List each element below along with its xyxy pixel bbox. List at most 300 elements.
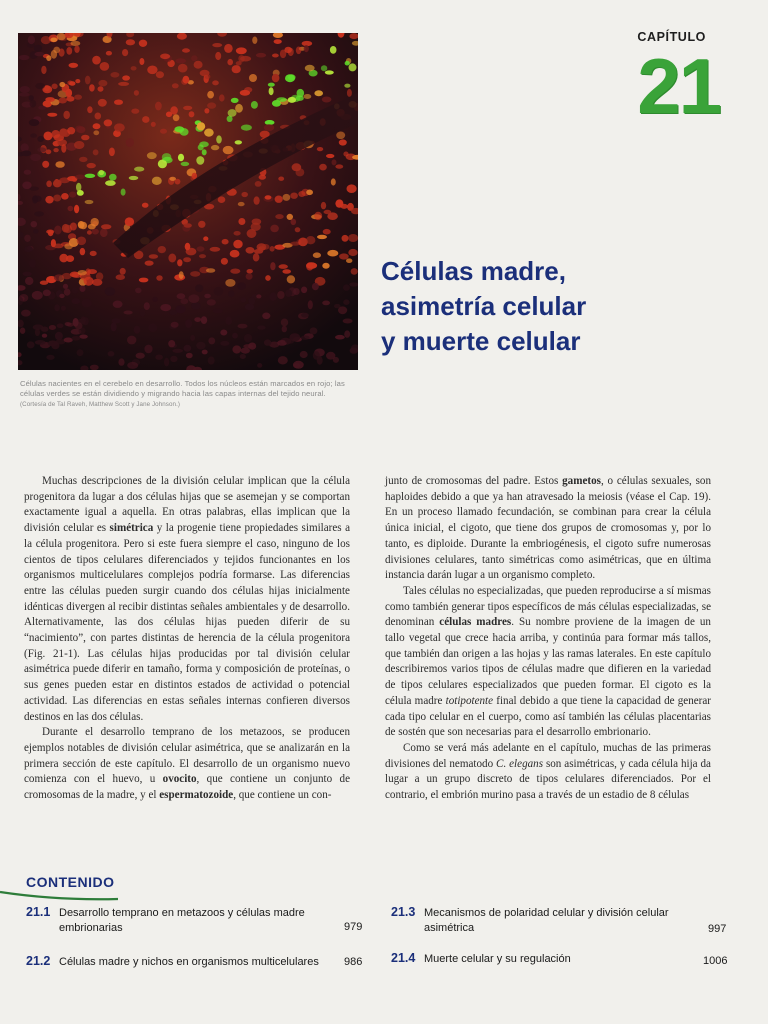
cell-nucleus (228, 109, 237, 117)
cell-nucleus (168, 254, 176, 263)
cell-nucleus (54, 304, 60, 311)
cell-nucleus (236, 61, 242, 65)
cell-nucleus (33, 229, 39, 234)
cell-nucleus (23, 272, 32, 277)
body-paragraph: Durante el desarrollo temprano de los metazoos, se producen ejemplos notables de división celular asimétrica, que se analizarán en la primera sección de este capítulo. El desarrollo de un organismo nuevo comienza con el huevo, u ovocito, que contiene un conjunto de cromosomas de la madre, y el espermatozoide, que contiene un con- (24, 726, 350, 802)
contents-heading: CONTENIDO (26, 874, 115, 890)
cell-nucleus (168, 340, 175, 347)
toc-number: 21.4 (391, 951, 416, 965)
toc-entry[interactable] (26, 906, 366, 940)
cell-nucleus (278, 356, 288, 364)
cell-nucleus (305, 65, 315, 72)
cell-nucleus (274, 39, 282, 44)
cell-nucleus (144, 302, 150, 310)
cell-nucleus (40, 281, 48, 285)
cell-nucleus (134, 90, 139, 96)
cell-nucleus (22, 182, 31, 190)
cell-nucleus (114, 123, 125, 131)
cell-nucleus (53, 180, 62, 188)
cell-nucleus (317, 235, 327, 239)
cell-nucleus (351, 268, 358, 275)
cell-nucleus (42, 334, 47, 338)
cell-nucleus (156, 275, 162, 281)
cell-nucleus (139, 278, 149, 283)
cell-nucleus (74, 95, 82, 100)
cell-nucleus (344, 330, 350, 337)
cell-nucleus (204, 129, 214, 137)
cell-nucleus (308, 300, 313, 309)
cell-nucleus (281, 319, 288, 327)
cell-nucleus (57, 323, 64, 328)
cell-nucleus (339, 139, 347, 145)
cell-nucleus (310, 327, 318, 334)
cell-nucleus (301, 313, 309, 318)
cell-nucleus (199, 254, 206, 258)
cell-nucleus (57, 33, 66, 40)
cell-nucleus (61, 144, 66, 153)
cell-nucleus (223, 146, 234, 154)
cell-nucleus (85, 200, 94, 204)
cell-nucleus (221, 258, 228, 265)
toc-page: 979 (344, 921, 363, 933)
cell-nucleus (38, 106, 46, 110)
cell-nucleus (246, 247, 255, 254)
cell-nucleus (230, 250, 240, 258)
cell-nucleus (293, 288, 300, 295)
cell-nucleus (249, 74, 257, 82)
cell-nucleus (183, 106, 192, 110)
cell-nucleus (240, 90, 250, 96)
cell-nucleus (347, 184, 357, 193)
cell-nucleus (183, 76, 190, 84)
body-paragraph: junto de cromosomas del padre. Estos gametos, o células sexuales, son haploides debido a que ya han atravesado la meiosis (véase el Cap. 19). En un proceso llamado fecundación, se combinan para crear la célula única inicial, el cigoto, que tiene dos grupos de cromosomas y, por lo tanto, es diploide. Durante la embriogénesis, el cigoto sufre numerosas divisiones celulares, tanto simétricas como asimétricas, que en última instancia darán lugar a un organismo completo. (385, 475, 711, 582)
cell-nucleus (287, 275, 295, 283)
cell-nucleus (196, 156, 204, 165)
cell-nucleus (272, 74, 280, 83)
cell-nucleus (224, 44, 233, 53)
cell-nucleus (225, 279, 235, 287)
cell-nucleus (202, 149, 207, 155)
cell-nucleus (183, 345, 191, 352)
cell-nucleus (342, 235, 349, 242)
cell-nucleus (45, 97, 55, 102)
cell-nucleus (173, 114, 180, 121)
cell-nucleus (67, 127, 75, 134)
cell-nucleus (34, 45, 42, 52)
cell-nucleus (74, 141, 84, 149)
cell-nucleus (323, 229, 331, 235)
cell-nucleus (87, 230, 92, 234)
body-paragraph: Como se verá más adelante en el capítulo, muchas de las primeras divisiones del nematodo C. elegans son asimétricas, y cada célula hija da lugar a un grupo discreto de tipos celulares diferenciados. Por el contrario, el embrión murino pasa a través de un estadio de 8 células (385, 741, 711, 802)
cell-nucleus (93, 130, 99, 135)
cell-nucleus (300, 351, 308, 358)
cell-nucleus (218, 196, 226, 203)
cell-nucleus (344, 84, 350, 88)
cell-nucleus (295, 227, 301, 232)
body-paragraph: Muchas descripciones de la división celular implican que la célula progenitora da lugar a dos células hijas que se asemejan y se comportan exactamente igual a aquella. En otras palabras, ellas implican que la división celular es simétrica y la progenie tiene propiedades similares a la célula progenitora. Pero si este fuera siempre el caso, ninguno de los cientos de tipos celulares diferenciados y tejidos funcionantes en los organismos multicelulares complejos podría formarse. Las diferencias entre las células pueden surgir cuando dos células hijas inicialmente idénticas divergen al recibir distintas señales ambientales y de desarrollo. Alternativamente, las dos células hijas pueden diferir de su “nacimiento”, con partes distintas de herencia de la célula progenitora (Fig. 21-1). Las células hijas producidas por tal división celular asimétrica puede diferir en tamaño, forma y composición de proteínas, o sus genes pueden estar en distintos estados de actividad o potencial actividad. Las diferencias en estas señales internas confieren diversos destinos en las dos células. (24, 475, 350, 723)
cell-nucleus (321, 202, 326, 209)
cell-nucleus (220, 330, 227, 336)
cell-nucleus (262, 313, 270, 320)
cell-nucleus (233, 240, 242, 249)
cell-nucleus (321, 65, 327, 71)
cell-nucleus (80, 286, 86, 292)
cell-nucleus (277, 291, 284, 299)
cell-nucleus (70, 223, 77, 231)
cell-nucleus (206, 268, 215, 273)
cell-nucleus (182, 48, 190, 52)
toc-label: Células madre y nichos en organismos multicelulares (59, 956, 319, 968)
cell-nucleus (240, 56, 251, 62)
chapter-photo (18, 33, 358, 370)
cell-nucleus (74, 46, 79, 53)
body-column-left (24, 474, 350, 804)
cell-nucleus (227, 59, 233, 65)
cell-nucleus (304, 45, 309, 52)
cell-nucleus (48, 230, 53, 236)
cell-nucleus (81, 135, 89, 141)
cell-nucleus (225, 317, 232, 325)
cell-nucleus (112, 318, 121, 323)
cell-nucleus (304, 94, 312, 99)
cell-nucleus (222, 239, 229, 245)
cell-nucleus (67, 81, 72, 86)
cell-nucleus (244, 334, 252, 343)
cell-nucleus (66, 96, 74, 102)
cell-nucleus (166, 112, 172, 118)
cell-nucleus (66, 47, 72, 55)
cell-nucleus (72, 287, 78, 294)
cell-nucleus (235, 140, 242, 144)
cell-nucleus (312, 283, 319, 291)
cell-nucleus (196, 342, 205, 350)
cell-nucleus (160, 129, 167, 134)
chapter-label: CAPÍTULO (637, 30, 706, 44)
cell-nucleus (327, 212, 338, 220)
cell-nucleus (162, 153, 172, 161)
toc-label: Muerte celular y su regulación (424, 953, 571, 965)
cell-nucleus (53, 47, 60, 54)
cell-nucleus (252, 37, 257, 44)
cell-nucleus (69, 63, 79, 68)
cell-nucleus (185, 243, 191, 251)
cell-nucleus (296, 96, 304, 101)
cell-nucleus (238, 218, 245, 225)
cell-nucleus (207, 91, 214, 99)
cell-nucleus (269, 293, 277, 301)
cell-nucleus (118, 82, 129, 86)
cell-nucleus (120, 268, 126, 275)
cell-nucleus (72, 298, 81, 304)
cell-nucleus (47, 283, 56, 289)
cell-nucleus (52, 84, 58, 90)
cell-nucleus (53, 195, 61, 202)
cell-nucleus (139, 40, 147, 47)
toc-page: 986 (344, 956, 363, 968)
cell-nucleus (205, 74, 211, 79)
cell-nucleus (190, 335, 195, 341)
cell-nucleus (332, 159, 337, 165)
cell-nucleus (47, 113, 57, 117)
cell-nucleus (24, 170, 31, 175)
cell-nucleus (284, 47, 292, 53)
cell-nucleus (197, 246, 205, 251)
cell-nucleus (99, 170, 104, 175)
cell-nucleus (288, 97, 296, 103)
chapter-title (381, 254, 711, 359)
cell-nucleus (139, 58, 144, 65)
cell-nucleus (19, 93, 30, 97)
cell-nucleus (269, 87, 274, 95)
cell-nucleus (241, 192, 248, 197)
cell-nucleus (314, 90, 323, 96)
cell-nucleus (230, 269, 240, 274)
toc-number: 21.2 (26, 954, 51, 968)
cell-nucleus (59, 254, 68, 263)
cell-nucleus (322, 301, 330, 306)
cell-nucleus (215, 52, 221, 60)
toc-entry[interactable] (391, 952, 731, 970)
cell-nucleus (349, 63, 357, 71)
cell-nucleus (288, 74, 296, 80)
cell-nucleus (64, 243, 73, 249)
cell-nucleus (113, 301, 123, 308)
cell-nucleus (236, 47, 247, 54)
cell-nucleus (98, 99, 107, 107)
photo-caption (20, 379, 350, 410)
cell-nucleus (251, 101, 258, 109)
cell-nucleus (121, 189, 126, 196)
cell-nucleus (30, 154, 41, 161)
cell-nucleus (59, 82, 65, 87)
cell-nucleus (142, 203, 149, 208)
cell-nucleus (127, 336, 136, 345)
cell-nucleus (234, 231, 241, 236)
cell-nucleus (28, 35, 35, 44)
cell-nucleus (27, 341, 35, 348)
cell-nucleus (64, 289, 71, 296)
cell-nucleus (61, 193, 69, 200)
cell-nucleus (54, 226, 62, 235)
cell-nucleus (198, 221, 205, 228)
cell-nucleus (241, 348, 250, 354)
toc-label: Mecanismos de polaridad celular y división celular asimétrica (424, 907, 669, 934)
cell-nucleus (343, 284, 350, 290)
cell-nucleus (251, 223, 261, 231)
cell-nucleus (301, 287, 307, 294)
cell-nucleus (87, 163, 96, 168)
cell-nucleus (32, 291, 43, 300)
cell-nucleus (325, 70, 334, 74)
cell-nucleus (33, 324, 44, 330)
cell-nucleus (256, 53, 266, 58)
cell-nucleus (348, 234, 358, 242)
cell-nucleus (348, 249, 357, 256)
cell-nucleus (296, 47, 302, 55)
cell-nucleus (64, 338, 73, 343)
cell-nucleus (75, 175, 85, 180)
cell-nucleus (338, 306, 347, 314)
cell-nucleus (63, 284, 68, 289)
cell-nucleus (291, 219, 297, 225)
cell-nucleus (278, 177, 284, 181)
cell-nucleus (220, 341, 229, 346)
cell-nucleus (290, 193, 298, 199)
cell-nucleus (164, 358, 169, 367)
cell-nucleus (93, 123, 101, 129)
cell-nucleus (127, 362, 138, 369)
cell-nucleus (35, 52, 45, 56)
cell-nucleus (177, 33, 187, 40)
cell-nucleus (339, 253, 349, 259)
cell-nucleus (298, 191, 305, 197)
cell-nucleus (214, 287, 224, 296)
cell-nucleus (287, 214, 293, 220)
cell-nucleus (275, 196, 283, 203)
cell-nucleus (82, 299, 92, 308)
cell-nucleus (169, 177, 176, 181)
cell-nucleus (322, 263, 329, 269)
cell-nucleus (174, 126, 184, 132)
cell-nucleus (74, 205, 79, 214)
cell-nucleus (350, 347, 358, 353)
cell-nucleus (125, 217, 134, 226)
cell-nucleus (118, 358, 124, 365)
cell-nucleus (179, 271, 184, 279)
cell-nucleus (306, 236, 315, 244)
cell-nucleus (100, 62, 110, 71)
cell-nucleus (172, 83, 179, 88)
cell-nucleus (124, 311, 133, 315)
caption-text: Células nacientes en el cerebelo en desarrollo. Todos los núcleos están marcados en rojo; las células verdes se están dividiendo y migrando hacia las capas internas del tejido neural. (20, 379, 345, 398)
cell-nucleus (90, 251, 97, 256)
cell-nucleus (109, 174, 117, 181)
cell-nucleus (347, 89, 352, 97)
cell-nucleus (160, 304, 171, 311)
cell-nucleus (134, 167, 144, 172)
cell-nucleus (172, 349, 183, 353)
toc-page: 997 (708, 923, 727, 935)
cell-nucleus (49, 325, 56, 330)
cell-nucleus (131, 109, 139, 114)
cell-nucleus (306, 190, 313, 196)
toc-number: 21.1 (26, 905, 51, 919)
cell-nucleus (169, 310, 177, 315)
cell-nucleus (235, 104, 243, 113)
cell-nucleus (314, 212, 322, 220)
cell-nucleus (192, 173, 197, 179)
cell-nucleus (30, 100, 37, 108)
cell-nucleus (254, 196, 260, 204)
cell-nucleus (24, 235, 31, 242)
cell-nucleus (207, 299, 216, 305)
cell-nucleus (129, 176, 139, 180)
cell-nucleus (65, 322, 71, 326)
cell-nucleus (219, 94, 225, 101)
cell-nucleus (140, 309, 146, 317)
cell-nucleus (35, 83, 45, 89)
cell-nucleus (238, 324, 248, 329)
cell-nucleus (155, 102, 162, 111)
cell-nucleus (248, 343, 256, 350)
cell-nucleus (92, 56, 101, 65)
cell-nucleus (35, 340, 46, 345)
cell-nucleus (147, 152, 157, 159)
cell-nucleus (80, 248, 86, 255)
cell-nucleus (330, 46, 337, 54)
cell-nucleus (216, 135, 222, 143)
cell-nucleus (188, 294, 199, 303)
cell-nucleus (184, 223, 192, 228)
cell-nucleus (32, 195, 38, 203)
cell-nucleus (87, 269, 97, 274)
cell-nucleus (105, 287, 116, 296)
cell-nucleus (135, 288, 141, 294)
cell-nucleus (204, 294, 211, 299)
cell-nucleus (68, 206, 74, 211)
cell-nucleus (78, 221, 85, 229)
cell-nucleus (204, 108, 209, 113)
cell-nucleus (145, 261, 154, 266)
cell-nucleus (306, 262, 317, 269)
cell-nucleus (73, 318, 79, 327)
cell-nucleus (144, 345, 152, 354)
cell-nucleus (136, 353, 145, 359)
cell-nucleus (152, 177, 162, 185)
cell-nucleus (122, 75, 130, 80)
toc-entry[interactable] (26, 955, 366, 973)
title-line-3: y muerte celular (381, 326, 581, 356)
cell-nucleus (190, 271, 200, 277)
cell-nucleus (85, 76, 91, 85)
cell-nucleus (20, 86, 30, 93)
cell-nucleus (195, 284, 203, 292)
cell-nucleus (336, 132, 345, 140)
cell-nucleus (178, 154, 184, 162)
cell-nucleus (88, 224, 96, 230)
cell-nucleus (85, 174, 96, 178)
cell-nucleus (275, 214, 283, 219)
cell-nucleus (75, 79, 80, 83)
cell-nucleus (175, 58, 186, 63)
cell-nucleus (63, 111, 70, 119)
cell-nucleus (197, 122, 205, 130)
cell-nucleus (254, 249, 263, 254)
cell-nucleus (171, 322, 179, 328)
cell-nucleus (104, 119, 113, 126)
cell-nucleus (177, 259, 182, 266)
cell-nucleus (333, 357, 339, 363)
cell-nucleus (149, 254, 158, 259)
cell-nucleus (270, 262, 275, 270)
cell-nucleus (331, 178, 336, 185)
cell-nucleus (51, 239, 56, 247)
cell-nucleus (301, 336, 310, 340)
toc-entry[interactable] (391, 906, 731, 940)
cell-nucleus (61, 306, 66, 311)
cell-nucleus (282, 269, 291, 274)
cell-nucleus (59, 128, 67, 136)
cell-nucleus (246, 273, 253, 280)
contents-swoosh (0, 888, 120, 904)
cell-nucleus (155, 355, 163, 360)
cell-nucleus (30, 133, 37, 137)
cell-nucleus (191, 55, 197, 61)
caption-credit: (Cortesía de Tal Raveh, Matthew Scott y Jane Johnson.) (20, 401, 181, 408)
toc-label: Desarrollo temprano en metazoos y células madre embrionarias (59, 907, 305, 934)
cell-nucleus (203, 236, 208, 241)
cell-nucleus (122, 49, 128, 56)
